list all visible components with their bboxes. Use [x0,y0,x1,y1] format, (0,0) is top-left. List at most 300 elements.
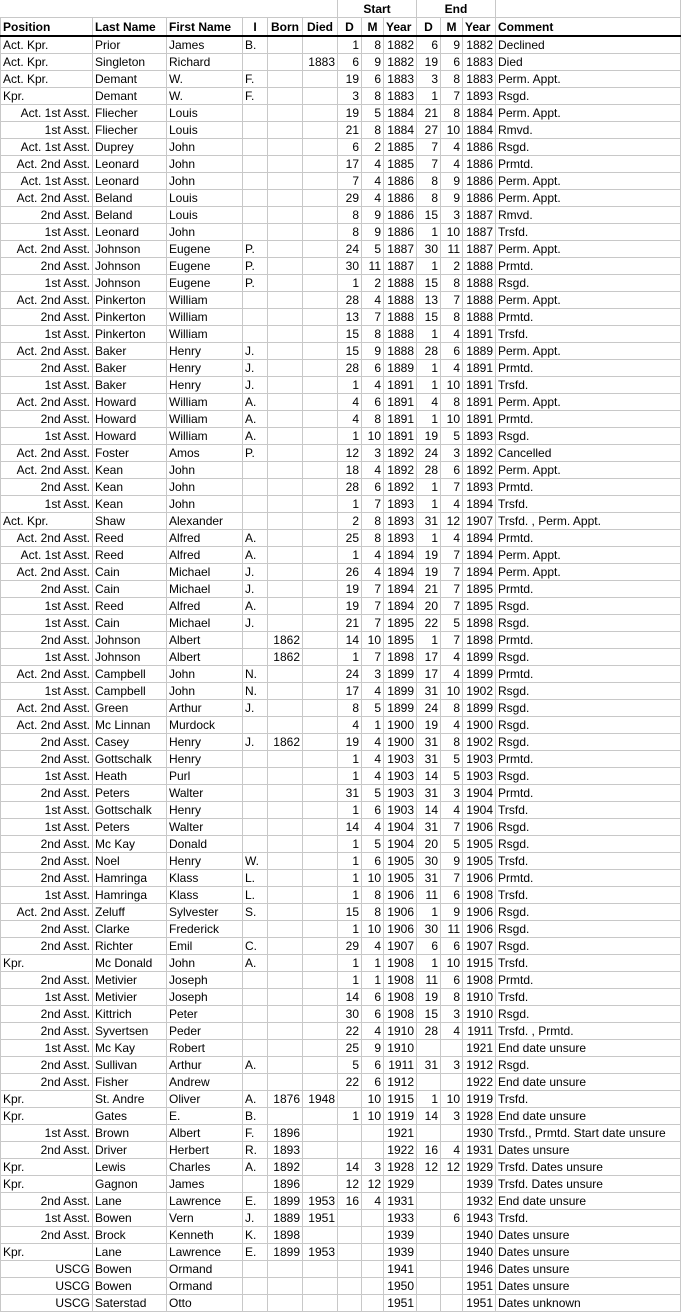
cell-initial [243,921,268,938]
cell-start-day: 1 [338,496,362,513]
cell-position: 1st Asst. [1,649,93,666]
cell-died [303,581,338,598]
cell-born [268,1261,303,1278]
table-row [1,1057,681,1074]
cell-start-year: 1911 [384,1057,417,1074]
cell-end-month: 5 [441,836,463,853]
cell-end-year: 1907 [463,513,496,530]
cell-end-year: 1888 [463,292,496,309]
cell-born [268,394,303,411]
cell-start-year: 1892 [384,462,417,479]
table-row [1,1108,681,1125]
cell-start-month: 7 [362,496,384,513]
cell-born: 1898 [268,1227,303,1244]
cell-start-day: 1 [338,921,362,938]
cell-start-month: 6 [362,802,384,819]
cell-comment: Rsgd. [496,717,681,734]
cell-first-name: Louis [167,207,243,224]
cell-position: Act. 2nd Asst. [1,564,93,581]
table-row [1,700,681,717]
cell-end-year: 1940 [463,1244,496,1261]
cell-end-year: 1931 [463,1142,496,1159]
cell-start-day: 15 [338,904,362,921]
cell-end-year: 1891 [463,326,496,343]
cell-end-month: 4 [441,496,463,513]
cell-position: Act. 2nd Asst. [1,156,93,173]
cell-start-day: 7 [338,173,362,190]
cell-start-year: 1921 [384,1125,417,1142]
cell-died [303,139,338,156]
cell-end-day: 31 [417,870,441,887]
cell-position: Act. 1st Asst. [1,547,93,564]
cell-end-day: 14 [417,768,441,785]
cell-end-year: 1891 [463,360,496,377]
cell-died [303,547,338,564]
cell-born: 1896 [268,1125,303,1142]
cell-end-year: 1886 [463,173,496,190]
cell-comment: Rsgd. [496,683,681,700]
table-row [1,1091,681,1108]
cell-died [303,666,338,683]
cell-position: Kpr. [1,955,93,972]
cell-position: 1st Asst. [1,615,93,632]
cell-start-year: 1892 [384,479,417,496]
cell-position: 1st Asst. [1,802,93,819]
cell-born [268,445,303,462]
table-row [1,666,681,683]
cell-position: 2nd Asst. [1,1023,93,1040]
cell-end-month: 10 [441,377,463,394]
cell-initial [243,802,268,819]
cell-first-name: James [167,36,243,54]
table-row [1,1159,681,1176]
cell-start-day: 19 [338,734,362,751]
cell-end-month: 4 [441,717,463,734]
cell-born [268,1057,303,1074]
cell-end-day: 15 [417,1006,441,1023]
header-initial: I [243,18,268,37]
cell-initial [243,462,268,479]
cell-last-name: Kean [93,462,167,479]
cell-start-year: 1884 [384,105,417,122]
cell-first-name: William [167,326,243,343]
cell-born [268,411,303,428]
cell-died [303,530,338,547]
cell-start-month: 2 [362,139,384,156]
table-row [1,377,681,394]
cell-died [303,105,338,122]
cell-start-year: 1895 [384,632,417,649]
cell-died: 1948 [303,1091,338,1108]
cell-start-day: 30 [338,1006,362,1023]
cell-died [303,190,338,207]
cell-end-year: 1882 [463,36,496,54]
table-row [1,411,681,428]
cell-first-name: Alfred [167,530,243,547]
cell-end-year: 1894 [463,547,496,564]
cell-last-name: Baker [93,377,167,394]
group-spacer [496,1,681,18]
cell-first-name: Henry [167,360,243,377]
cell-last-name: Howard [93,394,167,411]
cell-end-day: 31 [417,819,441,836]
cell-end-month: 4 [441,1142,463,1159]
cell-comment: Prmtd. [496,581,681,598]
cell-initial: L. [243,870,268,887]
cell-end-year: 1946 [463,1261,496,1278]
cell-position: Act. Kpr. [1,71,93,88]
cell-start-day: 8 [338,224,362,241]
table-row [1,938,681,955]
cell-first-name: John [167,139,243,156]
table-row [1,513,681,530]
cell-first-name: Arthur [167,1057,243,1074]
cell-initial [243,326,268,343]
cell-start-day: 19 [338,581,362,598]
cell-end-month: 3 [441,1057,463,1074]
cell-position: 2nd Asst. [1,1074,93,1091]
cell-position: 2nd Asst. [1,938,93,955]
cell-first-name: Eugene [167,258,243,275]
cell-start-month [362,1295,384,1312]
cell-last-name: Green [93,700,167,717]
cell-died [303,1057,338,1074]
cell-last-name: Howard [93,411,167,428]
cell-end-day: 1 [417,955,441,972]
cell-initial [243,156,268,173]
cell-start-month: 1 [362,717,384,734]
cell-end-month: 8 [441,275,463,292]
cell-start-month: 9 [362,54,384,71]
cell-start-month: 7 [362,581,384,598]
cell-end-year: 1906 [463,921,496,938]
cell-start-year: 1929 [384,1176,417,1193]
cell-initial: A. [243,1091,268,1108]
cell-end-month [441,1227,463,1244]
cell-comment: Trsfd. [496,989,681,1006]
cell-first-name: Lawrence [167,1193,243,1210]
cell-last-name: Beland [93,190,167,207]
cell-born [268,887,303,904]
cell-first-name: William [167,411,243,428]
cell-end-year: 1939 [463,1176,496,1193]
cell-end-day: 24 [417,445,441,462]
cell-comment: Trsfd. [496,224,681,241]
cell-end-year: 1940 [463,1227,496,1244]
cell-start-year: 1906 [384,887,417,904]
cell-initial: J. [243,700,268,717]
cell-end-day: 1 [417,326,441,343]
cell-end-year: 1899 [463,666,496,683]
cell-end-day: 1 [417,496,441,513]
cell-end-day: 31 [417,751,441,768]
cell-start-day [338,1091,362,1108]
cell-position: 2nd Asst. [1,207,93,224]
cell-end-month: 6 [441,1210,463,1227]
cell-comment: Prmtd. [496,785,681,802]
cell-start-year: 1888 [384,326,417,343]
cell-end-month: 3 [441,785,463,802]
cell-end-month: 6 [441,54,463,71]
cell-start-day: 15 [338,326,362,343]
cell-end-month: 7 [441,581,463,598]
cell-start-year: 1905 [384,853,417,870]
header-end-year: Year [463,18,496,37]
cell-position: Act. 1st Asst. [1,105,93,122]
cell-start-year: 1899 [384,683,417,700]
cell-end-month: 8 [441,394,463,411]
cell-start-month: 4 [362,768,384,785]
cell-died [303,972,338,989]
cell-end-day: 11 [417,887,441,904]
cell-start-month [362,1227,384,1244]
cell-first-name: Henry [167,734,243,751]
cell-start-month: 4 [362,292,384,309]
cell-initial [243,972,268,989]
cell-first-name: Charles [167,1159,243,1176]
cell-first-name: Emil [167,938,243,955]
cell-last-name: Hamringa [93,870,167,887]
end-group-header: End [417,1,496,18]
cell-comment: Prmtd. [496,530,681,547]
cell-position: 1st Asst. [1,819,93,836]
cell-start-year: 1895 [384,615,417,632]
cell-end-month [441,1074,463,1091]
cell-start-month: 3 [362,445,384,462]
cell-start-year: 1891 [384,394,417,411]
cell-position: 2nd Asst. [1,360,93,377]
cell-end-month: 3 [441,445,463,462]
cell-end-day [417,1295,441,1312]
cell-last-name: Shaw [93,513,167,530]
cell-start-month: 9 [362,207,384,224]
cell-position: USCG [1,1278,93,1295]
cell-end-day: 27 [417,122,441,139]
cell-first-name: Louis [167,105,243,122]
table-row [1,479,681,496]
cell-end-day: 6 [417,36,441,54]
cell-end-day: 19 [417,547,441,564]
cell-position: 1st Asst. [1,122,93,139]
cell-start-month: 4 [362,819,384,836]
cell-start-month: 10 [362,1108,384,1125]
cell-position: 2nd Asst. [1,751,93,768]
cell-end-year: 1884 [463,122,496,139]
cell-start-day: 22 [338,1074,362,1091]
cell-born [268,972,303,989]
cell-start-month: 8 [362,904,384,921]
table-row [1,190,681,207]
cell-born [268,139,303,156]
table-row [1,870,681,887]
cell-end-year: 1910 [463,1006,496,1023]
cell-start-year: 1891 [384,411,417,428]
cell-end-month: 2 [441,258,463,275]
cell-first-name: Arthur [167,700,243,717]
cell-comment: Trsfd. [496,887,681,904]
cell-end-month: 4 [441,156,463,173]
cell-start-month: 8 [362,326,384,343]
cell-died: 1953 [303,1193,338,1210]
header-end-day: D [417,18,441,37]
cell-end-day: 4 [417,394,441,411]
cell-start-day: 1 [338,377,362,394]
cell-end-month: 5 [441,751,463,768]
cell-position: Kpr. [1,1091,93,1108]
cell-born [268,105,303,122]
cell-start-month: 8 [362,513,384,530]
cell-first-name: Otto [167,1295,243,1312]
cell-born: 1896 [268,1176,303,1193]
cell-first-name: John [167,666,243,683]
cell-start-day [338,1125,362,1142]
cell-initial: J. [243,581,268,598]
cell-start-month [362,1244,384,1261]
cell-comment: Trsfd. [496,326,681,343]
cell-start-month [362,1210,384,1227]
cell-born [268,1023,303,1040]
cell-comment: Rsgd. [496,1006,681,1023]
cell-position: 2nd Asst. [1,853,93,870]
cell-first-name: Klass [167,887,243,904]
cell-last-name: Leonard [93,156,167,173]
header-born: Born [268,18,303,37]
cell-end-month: 8 [441,71,463,88]
cell-born [268,581,303,598]
cell-end-year: 1887 [463,241,496,258]
cell-position: 2nd Asst. [1,411,93,428]
cell-end-day: 1 [417,632,441,649]
cell-initial: E. [243,1244,268,1261]
cell-end-day: 1 [417,904,441,921]
cell-comment: End date unsure [496,1040,681,1057]
cell-end-month: 9 [441,190,463,207]
cell-start-month: 4 [362,938,384,955]
cell-first-name: Purl [167,768,243,785]
cell-start-month: 4 [362,173,384,190]
cell-born [268,462,303,479]
cell-comment: Rsgd. [496,1057,681,1074]
cell-first-name: W. [167,88,243,105]
cell-start-day: 12 [338,445,362,462]
cell-comment: Perm. Appt. [496,394,681,411]
cell-end-year: 1888 [463,258,496,275]
cell-born [268,836,303,853]
cell-comment: Cancelled [496,445,681,462]
cell-end-month: 7 [441,819,463,836]
cell-position: 2nd Asst. [1,309,93,326]
cell-died [303,887,338,904]
cell-first-name: Henry [167,751,243,768]
cell-comment: Rsgd. [496,836,681,853]
cell-died [303,1278,338,1295]
table-row [1,955,681,972]
cell-comment: Rsgd. [496,938,681,955]
cell-start-day: 28 [338,292,362,309]
cell-start-month [362,1261,384,1278]
cell-position: Act. 2nd Asst. [1,717,93,734]
cell-born [268,785,303,802]
cell-end-year: 1951 [463,1295,496,1312]
cell-comment: Rmvd. [496,122,681,139]
cell-died [303,615,338,632]
cell-born [268,547,303,564]
cell-first-name: John [167,224,243,241]
cell-initial: L. [243,887,268,904]
cell-born [268,819,303,836]
cell-end-day: 15 [417,275,441,292]
cell-initial [243,1176,268,1193]
cell-born [268,173,303,190]
cell-first-name: Frederick [167,921,243,938]
cell-end-month: 10 [441,122,463,139]
cell-start-year: 1912 [384,1074,417,1091]
cell-first-name: Richard [167,54,243,71]
cell-start-year: 1883 [384,88,417,105]
cell-position: Act. 2nd Asst. [1,241,93,258]
cell-start-day: 25 [338,530,362,547]
cell-end-year: 1895 [463,598,496,615]
cell-first-name: Louis [167,190,243,207]
cell-last-name: Gottschalk [93,802,167,819]
cell-last-name: Pinkerton [93,309,167,326]
cell-died [303,1142,338,1159]
cell-position: 2nd Asst. [1,734,93,751]
table-row [1,292,681,309]
cell-last-name: Hamringa [93,887,167,904]
cell-position: Act. 2nd Asst. [1,394,93,411]
cell-end-year: 1891 [463,394,496,411]
cell-start-day: 1 [338,887,362,904]
cell-end-year: 1922 [463,1074,496,1091]
cell-start-year: 1922 [384,1142,417,1159]
table-body [1,36,681,1312]
cell-start-year: 1931 [384,1193,417,1210]
cell-born [268,207,303,224]
cell-position: 1st Asst. [1,768,93,785]
cell-end-month: 7 [441,292,463,309]
cell-end-day: 1 [417,224,441,241]
cell-start-day: 4 [338,717,362,734]
table-row [1,207,681,224]
cell-end-year: 1903 [463,751,496,768]
cell-born [268,938,303,955]
cell-died [303,989,338,1006]
cell-first-name: Eugene [167,275,243,292]
cell-initial: N. [243,683,268,700]
cell-position: 1st Asst. [1,496,93,513]
cell-initial: J. [243,360,268,377]
cell-end-year: 1893 [463,88,496,105]
cell-born [268,564,303,581]
cell-end-year: 1908 [463,972,496,989]
cell-died [303,479,338,496]
header-start-year: Year [384,18,417,37]
cell-end-month: 7 [441,632,463,649]
cell-comment: Rsgd. [496,921,681,938]
header-row [1,18,681,37]
cell-comment: Declined [496,36,681,54]
cell-start-month: 12 [362,1176,384,1193]
cell-end-day: 12 [417,1159,441,1176]
cell-start-year: 1900 [384,734,417,751]
cell-start-day: 1 [338,36,362,54]
cell-start-year: 1893 [384,496,417,513]
cell-end-day [417,1210,441,1227]
cell-start-month: 4 [362,190,384,207]
cell-end-day [417,1227,441,1244]
cell-position: Act. 2nd Asst. [1,462,93,479]
